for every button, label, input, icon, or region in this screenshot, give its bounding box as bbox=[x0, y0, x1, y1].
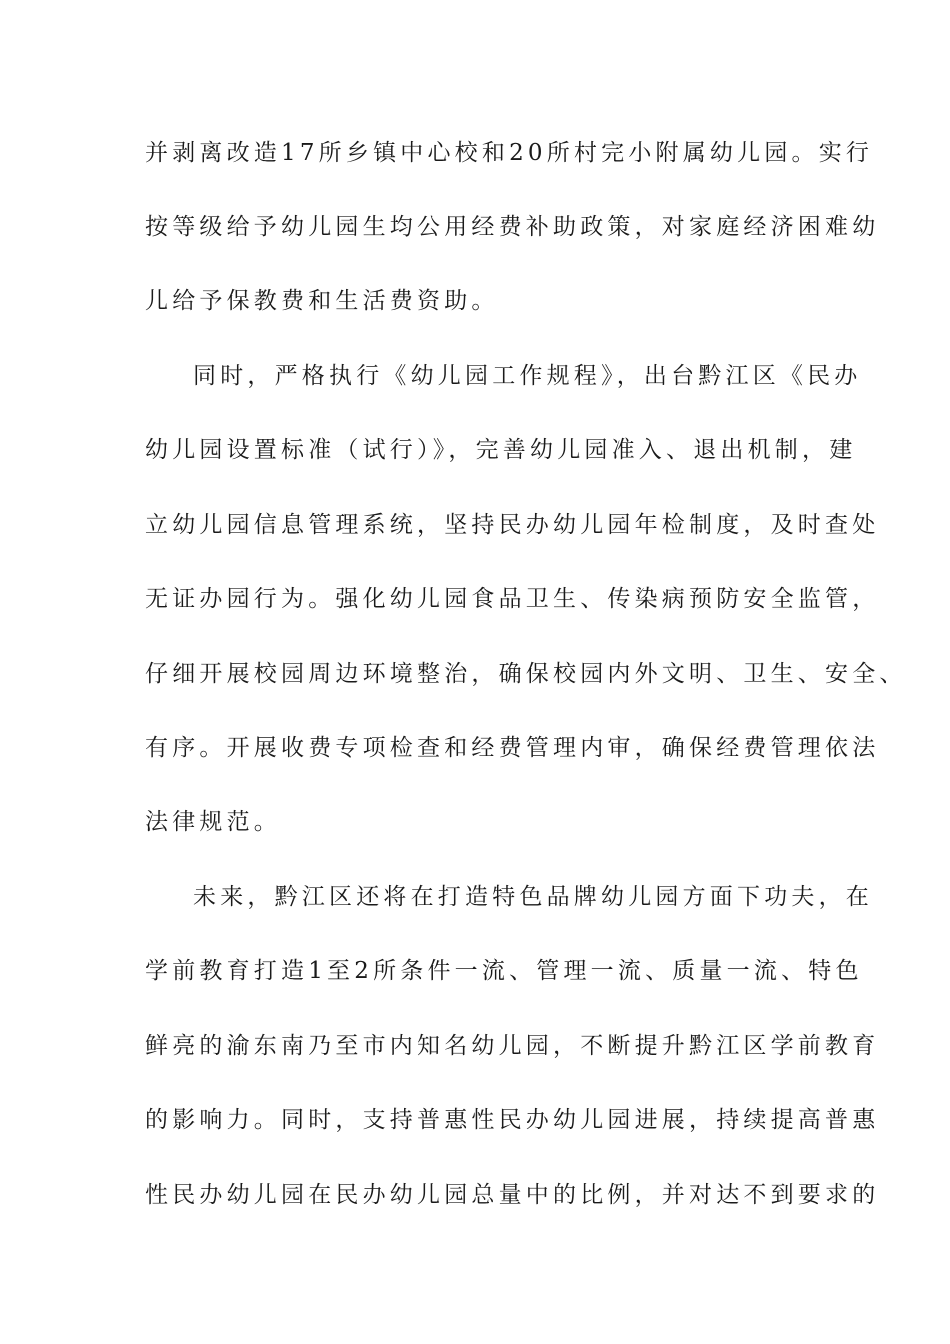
text-line: 儿给予保教费和生活费资助。 bbox=[145, 288, 499, 314]
text-line: 立幼儿园信息管理系统，坚持民办幼儿园年检制度，及时查处 bbox=[145, 512, 880, 538]
text-line: 无证办园行为。强化幼儿园食品卫生、传染病预防安全监管， bbox=[145, 586, 880, 612]
paragraph-start-line: 未来，黔江区还将在打造特色品牌幼儿园方面下功夫，在 bbox=[193, 884, 873, 910]
text-line: 的影响力。同时，支持普惠性民办幼儿园进展，持续提高普惠 bbox=[145, 1107, 880, 1133]
text-line: 按等级给予幼儿园生均公用经费补助政策，对家庭经济困难幼 bbox=[145, 214, 880, 240]
paragraph-start-line: 同时，严格执行《幼儿园工作规程》，出台黔江区《民办 bbox=[193, 363, 862, 389]
text-line: 幼儿园设置标准（试行）》，完善幼儿园准入、退出机制，建 bbox=[145, 437, 857, 463]
text-line: 性民办幼儿园在民办幼儿园总量中的比例，并对达不到要求的 bbox=[145, 1182, 880, 1208]
text-line: 仔细开展校园周边环境整治，确保校园内外文明、卫生、安全、 bbox=[145, 661, 907, 687]
text-line: 法律规范。 bbox=[145, 809, 281, 835]
text-line: 并剥离改造17所乡镇中心校和20所村完小附属幼儿园。实行 bbox=[145, 140, 874, 166]
text-line: 学前教育打造1至2所条件一流、管理一流、质量一流、特色 bbox=[145, 958, 863, 984]
text-line: 有序。开展收费专项检查和经费管理内审，确保经费管理依法 bbox=[145, 735, 880, 761]
text-line: 鲜亮的渝东南乃至市内知名幼儿园，不断提升黔江区学前教育 bbox=[145, 1033, 880, 1059]
